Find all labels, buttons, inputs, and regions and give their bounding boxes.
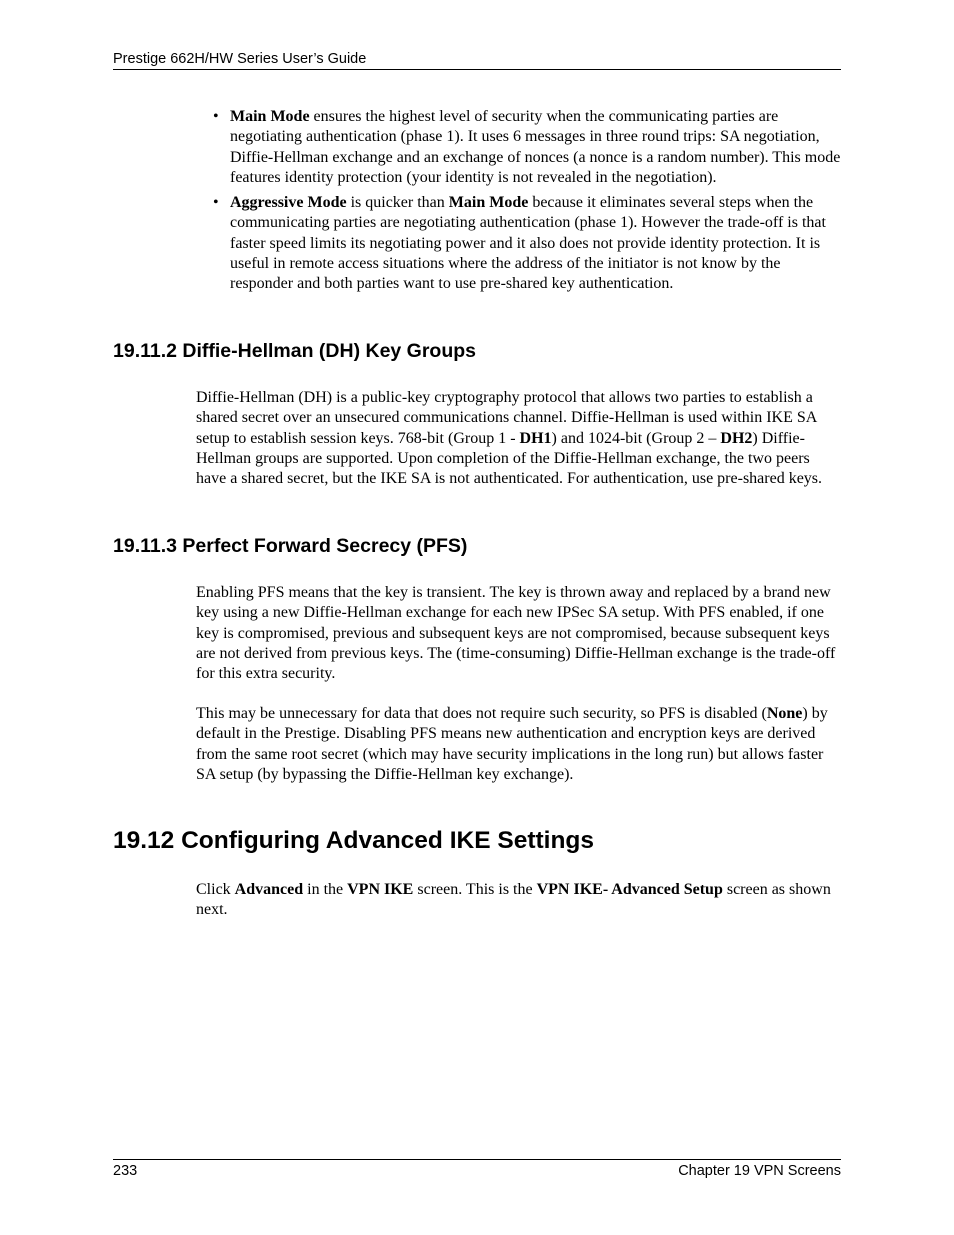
pfs-text-b: ) by default in the Prestige. Disabling PFS means new authentication and encryption keys are derived from the same root secret (which may have security implications in the long run) but allows faster SA setup (by bypassing the Diffie-Hellman key exchange). bbox=[196, 705, 828, 783]
list-item-main-mode bbox=[213, 107, 843, 188]
heading-dh-key-groups: 19.11.2 Diffie-Hellman (DH) Key Groups bbox=[113, 340, 477, 362]
heading-advanced-ike: 19.12 Configuring Advanced IKE Settings bbox=[113, 827, 595, 854]
main-mode-text: ensures the highest level of security when the communicating parties are negotiating authentication (phase 1). It uses 6 messages in three round trips: SA negotiation, Diffie-Hellman exchange and an exchange of nonces (a nonce is a random number). This mode features identity protection (your identity is not revealed in the negotiation). bbox=[230, 108, 841, 186]
bullet-icon: • bbox=[213, 108, 219, 125]
dh-text-1: Diffie-Hellman (DH) is a public-key cryptography protocol that allows two parties to establish a shared secret over an unsecured communications channel. Diffie-Hellman is used within IKE SA setup to establish session keys. 768-bit (Group 1 - bbox=[196, 389, 817, 447]
dh2-term: DH2 bbox=[720, 429, 753, 447]
pfs-paragraph-2 bbox=[196, 704, 841, 785]
list-item-aggressive-mode bbox=[213, 193, 843, 294]
running-footer bbox=[113, 1159, 841, 1179]
vpn-ike-term: VPN IKE bbox=[347, 881, 414, 898]
adv-text-1: Click bbox=[196, 881, 235, 898]
adv-text-3: screen. This is the bbox=[413, 881, 537, 898]
term-aggressive-mode: Aggressive Mode bbox=[230, 194, 347, 212]
aggressive-mode-text-b: because it eliminates several steps when the communicating parties are negotiating authentication (phase 1). However the trade-off is that faster speed limits its negotiating power and it also does not provide identity protection. It is useful in remote access situations where the address of the initiator is not know by the responder and both parties want to use pre-shared key authentication. bbox=[230, 194, 826, 293]
advanced-term: Advanced bbox=[234, 881, 304, 898]
dh-text-3: ) Diffie-Hellman groups are supported. Upon completion of the Diffie-Hellman exchange, the two peers have a shared secret, but the IKE SA is not authenticated. For authentication, use pre-shared keys. bbox=[196, 429, 823, 488]
none-term: None bbox=[766, 705, 803, 722]
dh1-term: DH1 bbox=[519, 429, 552, 447]
term-main-mode-ref: Main Mode bbox=[448, 194, 529, 212]
dh-text-2: ) and 1024-bit (Group 2 – bbox=[551, 429, 721, 447]
heading-pfs: 19.11.3 Perfect Forward Secrecy (PFS) bbox=[113, 535, 468, 557]
pfs-paragraph-1: Enabling PFS means that the key is transient. The key is thrown away and replaced by a brand new key using a new Diffie-Hellman exchange for each new IPSec SA setup. With PFS enabled, if one key is compromised, previous and subsequent keys are not compromised, because subsequent keys are not derived from previous keys. The (time-consuming) Diffie-Hellman exchange is the trade-off for this extra security. bbox=[196, 584, 836, 683]
header-title: Prestige 662H/HW Series User’s Guide bbox=[113, 51, 367, 67]
term-main-mode: Main Mode bbox=[230, 108, 310, 125]
vpn-ike-advanced-setup-term: VPN IKE- Advanced Setup bbox=[536, 881, 723, 898]
advanced-ike-paragraph bbox=[196, 880, 841, 921]
bullet-icon: • bbox=[213, 194, 219, 212]
chapter-title: Chapter 19 VPN Screens bbox=[678, 1163, 841, 1179]
aggressive-mode-text-a: is quicker than bbox=[346, 194, 449, 212]
page-number: 233 bbox=[113, 1163, 138, 1179]
dh-paragraph bbox=[196, 388, 841, 489]
running-header bbox=[113, 51, 841, 70]
pfs-text-a: This may be unnecessary for data that does not require such security, so PFS is disabled ( bbox=[196, 705, 767, 722]
adv-text-4: screen as shown next. bbox=[196, 881, 831, 919]
adv-text-2: in the bbox=[303, 881, 348, 898]
ike-mode-list bbox=[213, 107, 843, 300]
